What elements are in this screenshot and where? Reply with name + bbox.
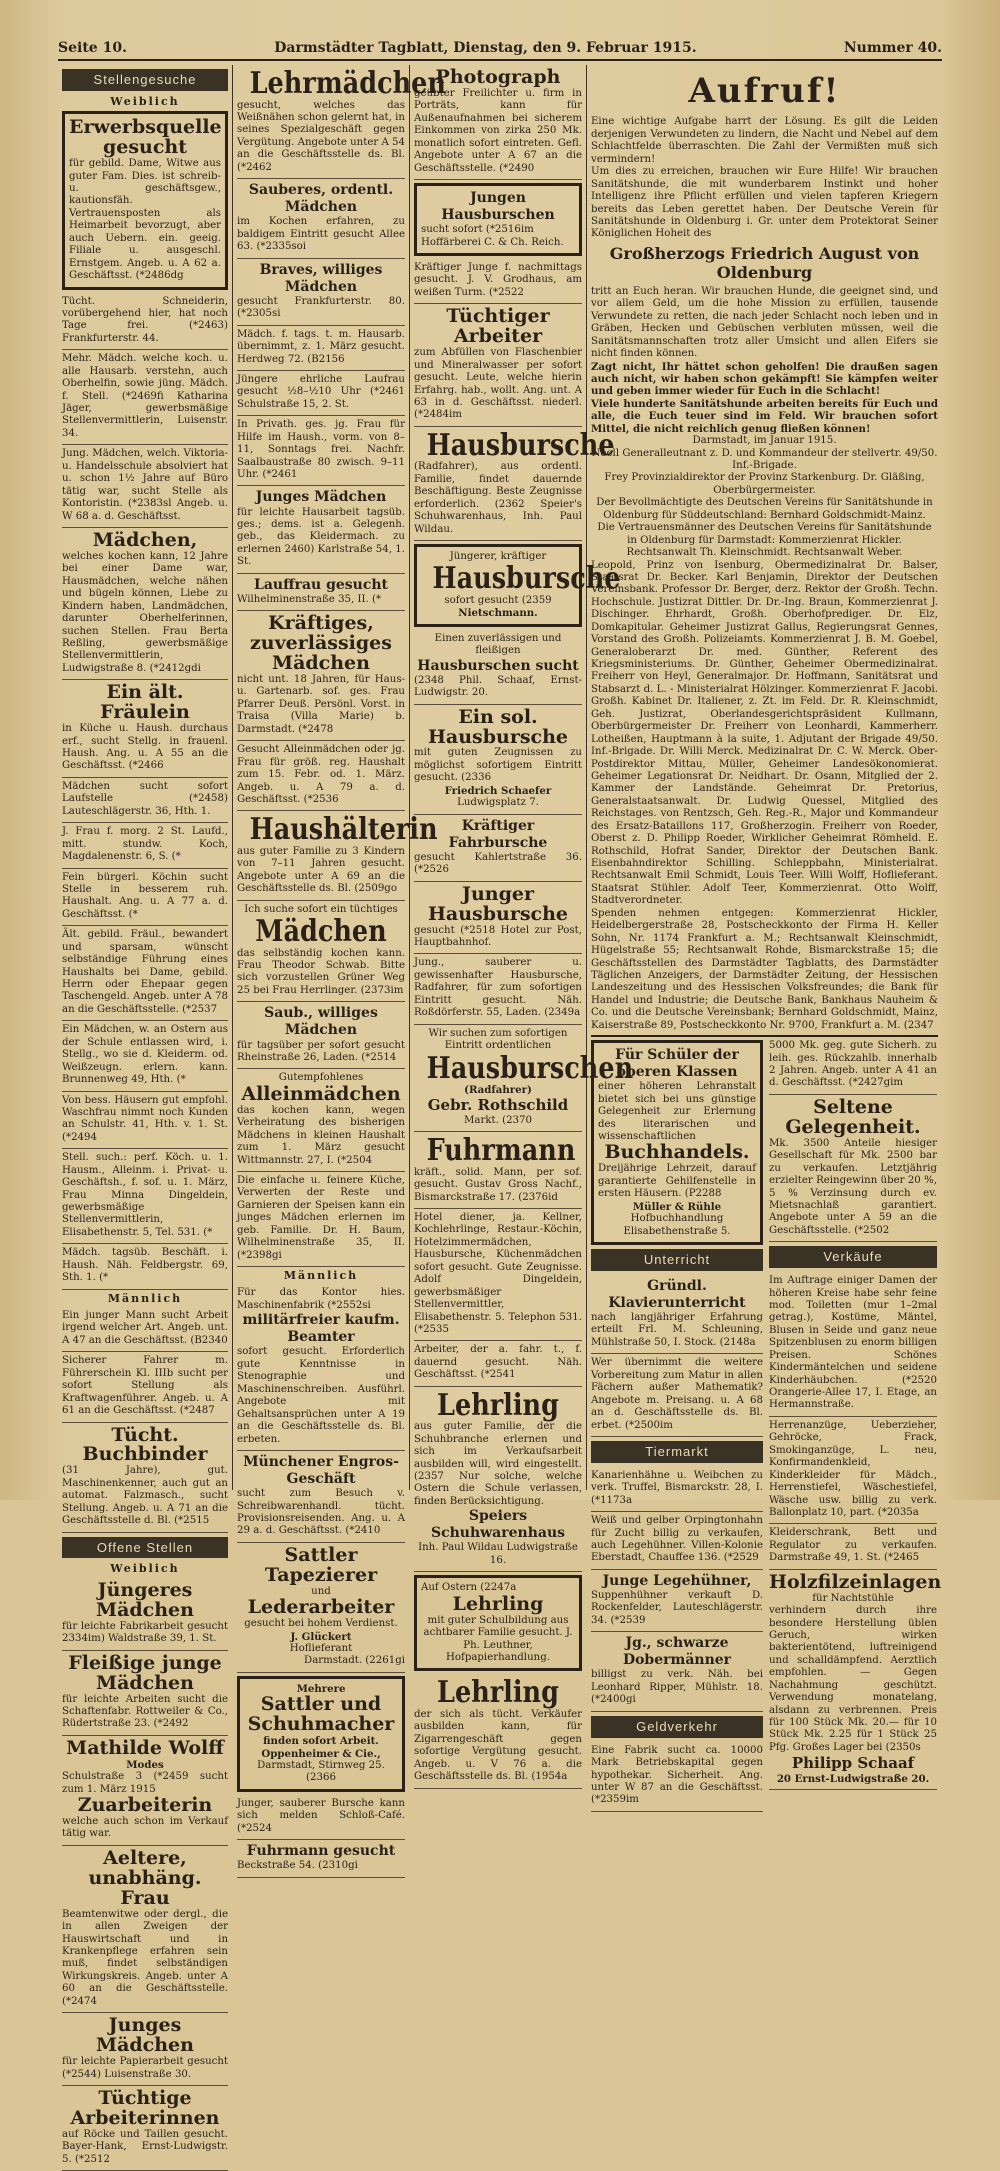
ad-title: Ein sol. Hausbursche xyxy=(427,705,569,748)
ad-text: mit guten Zeugnissen zu möglichst sofortigem Eintritt gesucht. (2336 xyxy=(414,747,582,784)
ad-saub-maedchen xyxy=(237,1002,405,1069)
ad-junges-maedchen xyxy=(237,486,405,573)
ad-title: Photograph xyxy=(435,66,561,88)
ad-title: Hausburschen sucht xyxy=(417,657,579,674)
ad-title: Lehrling xyxy=(437,1387,559,1423)
aufruf-signature: Der Bevollmächtigte des Deutschen Vereins für Sanitätshunde in Oldenburg für Süddeutschland: Bernhard Goldschmidt-Mainz. xyxy=(596,497,933,521)
ad-title: Tüchtige Arbeiterinnen xyxy=(70,2086,220,2129)
ad-item: Mädch. f. tags. t. m. Hausarb. übernimmt, z. 1. März gesucht. Herdweg 72. (B2156 xyxy=(237,326,405,371)
ad-maedchen xyxy=(237,901,405,1003)
ad-text: und xyxy=(311,1585,331,1597)
ad-lehrling-leuthner xyxy=(414,1575,582,1671)
aufruf-signature: Die Vertrauensmänner des Deutschen Vereins für Sanitätshunde in Oldenburg für Darmstadt: Kommerzienrat Hickler. Rechtsanwalt Th. Kleinschmidt. Rechtsanwalt Weber. xyxy=(597,522,932,559)
ad-firm: Gebr. Rothschild xyxy=(427,1096,569,1115)
ad-text: Ludwigsplatz 7. xyxy=(457,797,539,809)
ad-item: 5000 Mk. geg. gute Sicherh. zu leih. ges. Rückzahlb. innerhalb 2 Jahren. Angeb. unter A 41 an d. Geschäftsst. (*2427gim xyxy=(769,1037,937,1095)
column-4 xyxy=(587,65,942,1806)
ad-pretitle: Ich suche sofort ein tüchtiges xyxy=(244,903,398,915)
ad-text: welches kochen kann, 12 Jahre bei einer Dame war, Hausmädchen, welche nähen und bügeln können, Liebe zu Kindern haben, Landmädchen, darunter Oberhelferinnen, suchen Stellen. Frau Berta Reßling, gewerbsmäßige Stellenvermittlerin, Ludwigstraße 8. (*2412gdi xyxy=(62,550,228,674)
ad-item: Gesucht Alleinmädchen oder jg. Frau für größ. reg. Haushalt zum 15. Febr. od. 1. März. Angeb. u. A 79 a. d. Geschäftsst. (*2536 xyxy=(237,741,405,811)
ad-text: auf Röcke und Taillen gesucht. Bayer-Hank, Ernst-Ludwigstr. 5. (*2512 xyxy=(62,2128,228,2165)
ad-title: Tapezierer xyxy=(264,1563,378,1586)
section-verkaeufe: Verkäufe xyxy=(769,1246,937,1268)
ad-item: Ält. gebild. Fräul., bewandert und sparsam, wünscht selbständige Führung eines Haushalts bei Dame, gebild. Herrn oder Ehepaar gegen Taschengeld. Angeb. unter A 78 an die Geschäftsstelle. (*2537 xyxy=(62,926,228,1021)
ad-title: Münchener Engros-Geschäft xyxy=(243,1453,399,1488)
ad-title: Saub., williges Mädchen xyxy=(264,1005,378,1039)
aufruf-paragraph: Zagt nicht, Ihr hättet schon geholfen! Die draußen sagen auch nicht, wir haben schon gekämpft! Sie kämpfen weiter und geben immer wieder für Euch in die Schlacht! xyxy=(591,360,938,398)
ad-title: Junge Legehühner, xyxy=(602,1572,752,1589)
ad-text: für leichte Arbeiten sucht die Schaftenfabr. Rottweiler & Co., Rüdertstraße 23. (*2492 xyxy=(62,1693,228,1730)
ad-alleinmaedchen xyxy=(237,1069,405,1172)
ad-text: nicht unt. 18 Jahren, für Haus- u. Gartenarb. sof. ges. Frau Pfarrer Deuß. Persönl. Vorst. in Traisa (Villa Marie) b. Darmstadt. (*2478 xyxy=(237,674,405,735)
ad-fraeulein xyxy=(62,680,228,778)
ad-text: sofort gesucht. Erforderlich gute Kenntnisse in Stenographie und Maschinenschreiben. Ausführl. Angebote mit Gehaltsansprüchen unter A 19 an die Geschäftsstelle ds. Bl. erbeten. xyxy=(237,1346,405,1445)
ad-text: billigst zu verk. Näh. bei Leonhard Ripper, Mühlstr. 18. (*2400gi xyxy=(591,1669,763,1706)
ad-text: Mk. 3500 Anteile hiesiger Gesellschaft für Mk. 2500 bar zu verkaufen. Letztjährig erzielter Reingewinn über 20 %, 5 % Verzinsung durch ev. Mietsnachlaß garantiert. Angebote unter A 59 an die Geschäftsstelle. (*2502 xyxy=(769,1137,937,1236)
ad-title: Seltene Gelegenheit. xyxy=(785,1095,921,1138)
ad-text: Markt. (2370 xyxy=(463,1114,533,1126)
ad-klavier xyxy=(591,1275,763,1354)
ad-firm: Friedrich Schaefer xyxy=(444,784,552,797)
ad-title: Fleißige junge Mädchen xyxy=(68,1651,222,1694)
ad-mehrere-sattler xyxy=(237,1676,405,1792)
ad-title: Mathilde Wolff xyxy=(66,1736,224,1759)
ad-text: einer höheren Lehranstalt bietet sich bei uns günstige Gelegenheit zur Erlernung des literarischen und wissenschaftlichen xyxy=(598,1081,756,1143)
ad-rothschild xyxy=(414,1025,634,1133)
ad-text: gesucht Kahlertstraße 36. (*2526 xyxy=(414,851,582,876)
ad-text: Wilhelminenstraße 35, II. (* xyxy=(237,593,382,605)
ad-title: Alleinmädchen xyxy=(241,1082,401,1105)
ad-aeltere-frau xyxy=(62,1846,228,2013)
ad-text: Schulstraße 3 (*2459 sucht zum 1. März 1915 xyxy=(62,1771,228,1795)
ad-firm: Müller & Rühle xyxy=(632,1200,722,1213)
ad-sauberes-maedchen xyxy=(237,179,405,258)
ad-pretitle: Mehrere xyxy=(296,1682,346,1695)
ad-hausburschen-sucht xyxy=(414,630,582,705)
aufruf-paragraph: Eine wichtige Aufgabe harrt der Lösung. Es gilt die Leiden derjenigen Verwundeten zu lindern, die Nacht und Nebel auf dem Schlachtfelde überraschten. Die Zahl der Vermißten muß sich vermindern! xyxy=(591,116,938,165)
ad-buchbinder xyxy=(62,1423,228,1533)
ad-hausbursche xyxy=(414,427,615,541)
ad-text: verhindern durch ihre besondere Herstellung üblen Geruch, wirken bakterientötend, luftreinigend und schalldämpfend. Aerztlich empfohlen. — Gegen Nachahmung geschützt. Verwendung monatelang, alsdann zu verbrennen. Preis für 100 Stück Mk. 20.— für 10 Stück Mk. 2.25 für 1 Stück 25 Pfg. Großes Lager bei (2350s xyxy=(769,1605,937,1753)
column-1 xyxy=(58,65,233,2165)
ad-text: der sich als tücht. Verkäufer ausbilden kann, für Zigarrengeschäft gegen sofortige Vergütung gesucht. Angeb. u. V 76 a. die Geschäftsstelle ds. Bl. (1954a xyxy=(414,1708,582,1783)
ad-subtitle: Hoflieferant xyxy=(289,1642,353,1654)
ad-item: Kanarienhähne u. Weibchen zu verk. Truffel, Bismarckstr. 28, I. (*1173a xyxy=(591,1467,763,1512)
ad-text: Dreijährige Lehrzeit, darauf garantierte Gehilfenstelle in ersten Häusern. (P2288 xyxy=(598,1163,756,1200)
ad-text: in Küche u. Haush. durchaus erf., sucht Stellg. in frauenl. Haush. Ang. u. A 55 an die Geschäftsst. (*2466 xyxy=(62,723,228,772)
ad-title: Hausburschen xyxy=(426,1050,634,1086)
ad-maedchen xyxy=(62,528,228,680)
ad-title: Sattler und Schuhmacher xyxy=(247,1693,395,1736)
ad-text: Inh. Paul Wildau Ludwigstraße 16. xyxy=(418,1542,578,1566)
ad-title: Buchhandels. xyxy=(604,1141,750,1164)
ad-title: Lederarbeiter xyxy=(247,1596,395,1619)
ad-lauffrau xyxy=(237,574,405,612)
ad-mathilde-wolff xyxy=(62,1736,228,1846)
ad-item: J. Frau f. morg. 2 St. Laufd., mitt. stundw. Koch, Magdalenenstr. 6, S. (* xyxy=(62,823,228,868)
ad-title: Holzfilzeinlagen xyxy=(769,1570,942,1593)
ad-text: kräft., solid. Mann, per sof. gesucht. Gustav Gross Nachf., Bismarckstraße 17. (2376id xyxy=(414,1166,582,1203)
ad-text: das selbständig kochen kann. Frau Theodor Schwab. Bitte sich vorzustellen Grüner Weg 25 bei Frau Herrlinger. (2373im xyxy=(237,947,405,996)
ad-title: Jüngeres Mädchen xyxy=(96,1578,194,1621)
ad-title: Tücht. Buchbinder xyxy=(82,1423,208,1466)
ad-title: Lauffrau gesucht xyxy=(253,576,388,593)
ad-text: gesucht (*2518 Hotel zur Post, Hauptbahnhof. xyxy=(414,924,582,949)
ad-item: Sicherer Fahrer m. Führerschein Kl. IIIb sucht per sofort Stellung als Kraftwagenführer. Angeb. u. A 61 an die Geschäftsst. (*2487 xyxy=(62,1352,228,1422)
ad-text: sucht sofort (*2516im Hoffärberei C. & Ch. Reich. xyxy=(421,224,564,248)
ad-lehrmaedchen xyxy=(237,65,446,179)
ad-fuhrmann xyxy=(237,1840,405,1878)
aufruf-paragraph: Um dies zu erreichen, brauchen wir Eure Hilfe! Wir brauchen Sanitätshunde, die mit wunderbarem Instinkt und hoher Intelligenz ihre Pflicht erfüllen und vielen tapferen Kriegern bereits das Leben gerettet haben. Der Deutsche Verein für Sanitätshunde in Oldenburg i. Gr. unter dem Protektorat Seiner Königlichen Hoheit des xyxy=(591,166,938,240)
aufruf-paragraph: Viele hunderte Sanitätshunde arbeiten bereits für Euch und alle, die Euch teuer sind im Feld. Wir brauchen sofort Mittel, die nicht reichlich genug fließen können! xyxy=(591,397,938,435)
section-tiermarkt: Tiermarkt xyxy=(591,1441,763,1463)
ad-title: Fuhrmann gesucht xyxy=(246,1843,396,1860)
ad-title: Braves, williges Mädchen xyxy=(259,261,383,295)
ad-item: Stell. such.: perf. Köch. u. 1. Hausm., Alleinm. i. Privat- u. Geschäftsh., f. sof. u. 1. März, Frau Minna Dingeldein, gewerbsmäßige Stellenvermittlerin, Elisabethenstr. 5, Tel. 531. (* xyxy=(62,1149,228,1244)
subsection-weiblich: Weiblich xyxy=(110,94,180,108)
ad-braves-maedchen xyxy=(237,259,405,326)
ad-text: für leichte Fabrikarbeit gesucht 2334im) Waldstraße 39, 1. St. xyxy=(62,1620,228,1645)
ad-tuechtiger-arbeiter xyxy=(414,304,582,427)
ad-subtitle: Modes xyxy=(126,1758,164,1771)
ad-title: Tüchtiger Arbeiter xyxy=(446,305,550,348)
ad-pretitle: Wir suchen zum sofortigen Eintritt ordentlichen xyxy=(428,1027,568,1052)
aufruf-title: Aufruf! xyxy=(688,71,841,111)
ad-item: Eine Fabrik sucht ca. 10000 Mark Betriebskapital gegen hypothekar. Sicherheit. Ang. unter W 87 an die Geschäftsst. (*2359im xyxy=(591,1742,763,1812)
ad-title: Lehrmädchen xyxy=(249,66,446,101)
ad-sattler xyxy=(237,1543,405,1673)
ad-kraeftiges-maedchen xyxy=(237,611,405,741)
ad-title: Lehrling xyxy=(452,1592,544,1615)
ad-firm: Oppenheimer & Cie., xyxy=(261,1747,381,1760)
ad-item: Tücht. Schneiderin, vorübergehend hier, hat noch Tage frei. (*2463) Frankfurterstr. 44. xyxy=(62,293,228,351)
ad-title: Sauberes, ordentl. Mädchen xyxy=(248,182,394,216)
ad-legehuehner xyxy=(591,1570,763,1632)
masthead-line: Darmstädter Tagblatt, Dienstag, den 9. Februar 1915. xyxy=(274,40,697,56)
ad-text: (Radfahrer), aus ordentl. Familie, findet dauernde Beschäftigung. Beste Zeugnisse erforderlich. (2362 Speier's Schuhwarenhaus, Inh. Paul Wildau. xyxy=(414,461,582,535)
ad-title: Mädchen, xyxy=(92,528,198,551)
ad-item: In Privath. ges. jg. Frau für Hilfe im Haush., vorm. von 8–11, Sonntags frei. Nachfr. Saalbaustraße 80 zwisch. 9–11 Uhr. (*2461 xyxy=(237,416,405,486)
ad-subtitle: für Nachtstühle xyxy=(812,1592,894,1604)
ad-text: (2348 Phil. Schaaf, Ernst-Ludwigstr. 20. xyxy=(414,674,582,699)
ad-title: Erwerbsquelle gesucht xyxy=(69,116,222,159)
ad-text: Darmstadt, Stirnweg 25. (2366 xyxy=(257,1760,385,1784)
ad-fahrbursche xyxy=(414,815,582,882)
ad-title: Jungen Hausburschen xyxy=(441,190,555,224)
ad-juengeres-maedchen xyxy=(62,1578,228,1651)
ad-fleissige xyxy=(62,1651,228,1736)
ad-title: Junger Hausbursche xyxy=(427,882,569,925)
ad-item: Jüngere ehrliche Laufrau gesucht ½8–½10 Uhr (*2461 Schulstraße 15, 2. St. xyxy=(237,371,405,416)
ad-text: im Kochen erfahren, zu baldigem Eintritt gesucht Allee 63. (*2335soi xyxy=(237,216,405,253)
ad-item: Mädch. tagsüb. Beschäft. i. Haush. Näh. Feldbergstr. 69, Sth. 1. (* xyxy=(62,1244,228,1289)
ad-text: für leichte Hausarbeit tagsüb. ges.; dems. ist a. Gelegenh. geb., das Kleidermach. zu erlernen 2460) Karlstraße 54, 1. St. xyxy=(237,506,405,568)
ad-text: Beckstraße 54. (2310gi xyxy=(237,1860,358,1872)
ad-text: Suppenhühner verkauft D. Rockenfelder, Lauteschlägerstr. 34. (*2539 xyxy=(591,1589,763,1626)
ad-text: aus guter Familie zu 3 Kindern von 7–11 Jahren gesucht. Angebote unter A 69 an die Geschäftsstelle ds. Bl. (2509go xyxy=(237,845,405,895)
ad-item: Die einfache u. feinere Küche, Verwerten der Reste und Garnieren der Speisen kann ein junges Mädchen erlernen im geb. Familie. Dr. H. Baum, Wilhelminenstraße 35, II. (*2398gi xyxy=(237,1172,405,1267)
lower-right-column xyxy=(769,1037,942,1812)
ad-text: aus guter Familie, der die Schuhbranche erlernen und sich im Verkaufsarbeit ausbilden will, wird eingestellt. (2357 Nur solche, welche Ostern die Schule verlassen, finden Berücksichtigung. xyxy=(414,1421,582,1507)
ad-title: Hausbursche xyxy=(432,561,621,597)
ad-text: gesucht bei hohem Verdienst. xyxy=(244,1618,398,1630)
ad-subtitle: (Radfahrer) xyxy=(464,1084,532,1097)
lower-split xyxy=(591,1037,942,1812)
ad-title: Kräftiger Fahrbursche xyxy=(448,817,548,851)
ad-haushaelterin xyxy=(237,811,438,900)
section-offene-stellen: Offene Stellen xyxy=(62,1537,228,1559)
ad-juengerer-hausbursche xyxy=(414,544,621,627)
ad-pretitle: Einen zuverlässigen und fleißigen xyxy=(434,632,562,657)
aufruf-supporters: Leopold, Prinz von Isenburg, Obermedizinalrat Dr. Balser, Staatsrat Dr. Becker. Karl Benjamin, Direktor der Deutschen Vereinsbank. Professor Dr. Berger, derz. Rektor der Großh. Techn. Hochschule. Justizrat Dittler. Dr. Dr.-Ing. Braun, Kommerzienrat J. Dischinger. Ehrhardt, Großh. Oberhofprediger. Dr. Elz, Domkapitular. Geheimer Justizrat Gallus, Regierungsrat Gennes, Vorstand des Großh. Polizeiamts. Kommerzienrat J. B. M. Goebel, Generaloberarzt Dr. med. Günther, Referent des Kriegsministeriums. Dr. Günther, Geheimer Obermedizinalrat. Freiherr von Heyl, Generalmajor. Dr. Hoffmann, Sanitätsrat und Stabsarzt d. L. - Ministerialrat Hölzinger. Kommerzienrat F. Jacobi. Großh. Kabinet Dr. Italiener, z. Zt. im Feld. Dr. R. Kleinschmidt, Geh. Justizrat, Oberlandesgerichtspräsident Kullmann, Oberbürgermeister Dr. Freiherr von Leonhardi, Kammerherr. Lotheißen, Hauptmann à la suite, 1. Adjutant der Brigade 49/50. Inf.-Brigade. Dr. Willi Merck. Medizinalrat Dr. C. W. Merck. Ober-Postdirektor Mittau, Müller, Geheimer Landesökonomierat. Geheimer Legationsrat Dr. Neidhart. Dr. Osann, Mitglied der 2. Kammer der Landstände. Geheimrat Dr. Pretorius, Generalstaatsanwalt. Dr. Ludwig Quessel, Mitglied des Reichstages. von Rentzsch, Geh. Reg.-R., Major und Kommandeur des Ersatz-Bataillons 117, Großherzogin. Freiherr von Roeder, Oberst z. D. Philipp Roeder, Wirklicher Geheimrat Römheld. E. Rothschild, Hofrat Sander, Direktor der Deutschen Bank. Eisenbahndirektor Schilling. Schleppbahn, Ministerialrat. Rechtsanwalt Emil Schmidt, Louis Teer. Willi Wolff, Hoflieferant. Staatsrat Stühler. Adolf Teer, Kommerzienrat. Otto Wolff, Stadtverordneter. xyxy=(591,559,938,907)
page-number: Seite 10. xyxy=(58,40,127,56)
section-stellengesuche: Stellengesuche xyxy=(62,69,228,91)
ad-pretitle: Gutempfohlenes xyxy=(278,1072,364,1084)
ad-item: Weiß und gelber Orpingtonhahn für Zucht billig zu verkaufen, auch Legehühner. Villen-Kolonie Eberstadt, Chauffee 136. (*2529 xyxy=(591,1512,763,1570)
ad-title: Kräftiges, zuverlässiges Mädchen xyxy=(250,612,392,675)
subsection-maennlich: Männlich xyxy=(107,1291,183,1305)
ad-title: Junges Mädchen xyxy=(96,2014,194,2057)
ad-item: Jung., sauberer u. gewissenhafter Hausbursche, Radfahrer, für zum sofortigen Eintritt gesucht. Näh. Roßdörferstr. 55, Laden. (2349a xyxy=(414,954,582,1024)
ad-title: Haushälterin xyxy=(249,812,438,848)
ad-subtitle: Hofbuchhandlung xyxy=(630,1213,724,1225)
ad-item: Kräftiger Junge f. nachmittags gesucht. J. V. Grodhaus, am weißen Turm. (*2522 xyxy=(414,259,582,304)
ad-text: Darmstadt. (2261gi xyxy=(304,1655,405,1667)
ad-lehrling-speiers xyxy=(414,1387,582,1573)
aufruf-donations: Spenden nehmen entgegen: Kommerzienrat Hickler, Heidelbergerstraße 28, Postscheckkonto der Firma H. Keller Sohn, Nr. 1174 Frankfurt a. M.; Rechtsanwalt Kleinschmidt, Hügelstraße 55; Rechtsanwalt Rohde, Bismarckstraße 15; die Geschäftsstellen des Darmstädter Tagblatts, des Darmstädter Täglichen Anzeigers, der Darmstädter Zeitung, der Hessischen Landeszeitung und des Hessischen Volksfreundes; die Bank für Handel und Industrie; die Deutsche Bank, Bankhaus Nauheim & Co. und die Deutsche Vereinsbank; Bernhard Goldschmidt, Mainz, Kaiserstraße 89, Postscheckkonto Nr. 9700, Frankfurt a. M. (2347 xyxy=(591,908,938,1037)
page-header xyxy=(58,40,942,61)
column-2 xyxy=(233,65,446,1872)
ad-text: sofort gesucht (2359 xyxy=(444,594,552,606)
ad-pretitle: Auf Ostern (2247a xyxy=(421,1582,517,1594)
ad-title: Ein ält. Fräulein xyxy=(100,681,190,724)
ad-title: Zuarbeiterin xyxy=(77,1794,213,1817)
ad-text: für gebild. Dame, Witwe aus guter Fam. Dies. ist schreib- u. geschäftsgew., kautionsfäh. Vertrauensposten als Heimarbeit bevorzugt, aber auch Uebern. ein. geeig. Filiale u. ausgeschl. Ernstgem. Angeb. u. A 62 a. Geschäftsst. (*2486dg xyxy=(69,158,221,282)
ad-hausburschen xyxy=(414,183,582,256)
subsection-weiblich: Weiblich xyxy=(110,1562,180,1576)
ad-text: gesucht Frankfurterstr. 80. (*2305si xyxy=(237,295,405,320)
ad-text: Für das Kontor hies. Maschinenfabrik (*2552si xyxy=(237,1287,405,1311)
ad-item: Jung. Mädchen, welch. Viktoria- u. Handelsschule absolviert hat u. schon 1½ Jahre auf Büro tätig war, sucht Stelle als Kontoristin. (*2383sl Angeb. u. W 68 a. d. Geschäftsst. xyxy=(62,445,228,528)
ad-text: 20 Ernst-Ludwigstraße 20. xyxy=(776,1772,930,1785)
ad-junger-hausbursche xyxy=(414,882,582,955)
ad-text: Elisabethenstraße 5. xyxy=(623,1225,731,1237)
ad-firm: Philipp Schaaf xyxy=(791,1754,915,1773)
ad-firm: Nietschmann. xyxy=(458,607,538,620)
ad-pretitle: Jüngerer, kräftiger xyxy=(449,550,547,562)
ad-text: geübter Freilichter u. firm in Porträts, kann für Außenaufnahmen bei sicherem Einkommen von zirka 250 Mk. monatlich sofort eintreten. Gefl. Angebote unter A 67 an die Geschäftsstelle. (*2490 xyxy=(414,87,582,174)
ad-fuhrmann xyxy=(414,1132,582,1209)
ad-firm: Speiers Schuhwarenhaus xyxy=(430,1508,566,1542)
ad-text: mit guter Schulbildung aus achtbarer Familie gesucht. J. Ph. Leuthner, Hofpapierhandlung. xyxy=(423,1614,573,1663)
ad-title: Mädchen xyxy=(255,914,387,950)
ad-junges-maedchen xyxy=(62,2013,228,2086)
ad-title: Lehrling xyxy=(437,1675,559,1711)
aufruf-paragraph: tritt an Euch heran. Wir brauchen Hunde, die geeignet sind, und vor allem Geld, um die hohe Mission zu erfüllen, tausende Verwundete zu retten, die nach jeder Schlacht noch leben und in Gräben, Hecken und Gebüschen verbluten müssen, weil die Sanitätsmannschaften trotz aller Umsicht und allen Eifers sie nicht finden können. xyxy=(591,285,938,360)
ad-title: Junges Mädchen xyxy=(255,489,387,506)
ad-text: gesucht, welches das Weißnähen schon gelernt hat, in seines Spezialgeschäft gegen Vergütung. Angebote unter A 54 an die Geschäftsstelle ds. Bl. (*2462 xyxy=(237,99,406,173)
column-3 xyxy=(410,65,634,1783)
ad-engros xyxy=(237,1451,405,1543)
ad-item: Herrenanzüge, Ueberzieher, Gehröcke, Frack, Smokinganzüge, L. neu, Konfirmandenkleid, Kinderkleider für Mädch., Herrenstiefel, Wäschestiefel, Wäsche usw. billig zu verk. Ballonplatz 10, part. (*2035a xyxy=(769,1417,937,1525)
ad-erwerbsquelle xyxy=(62,111,228,289)
ad-text: finden sofort Arbeit. xyxy=(263,1735,379,1748)
aufruf-signature: Frey Provinzialdirektor der Provinz Starkenburg. Dr. Gläßing, Oberbürgermeister. xyxy=(604,472,925,496)
ad-firm: J. Glückert xyxy=(290,1630,352,1643)
ad-title: Hausbursche xyxy=(426,427,615,463)
ad-sol-hausbursche xyxy=(414,705,582,815)
ad-item: Wer übernimmt die weitere Vorbereitung zum Matur in allen Fächern außer Mathematik? Angebote m. Preisang. u. A 68 an d. Geschäftsstelle ds. Bl. erbet. (*2500im xyxy=(591,1354,763,1437)
ad-text: (31 Jahre), gut. Maschinenkenner, auch gut an automat. Falzmasch., sucht Stellung. Angeb. u. A 71 an die Geschäftsstelle d. Bl. (*2515 xyxy=(62,1465,228,1527)
aufruf-signature: Noell Generalleutnant z. D. und Kommandeur der stellvertr. 49/50. Inf.-Brigade. xyxy=(591,447,938,471)
aufruf-date: Darmstadt, im Januar 1915. xyxy=(692,435,837,447)
ad-title: Aeltere, unabhäng. Frau xyxy=(88,1846,202,1909)
ad-text: sucht zum Besuch v. Schreibwarenhandl. tücht. Provisionsreisenden. Ang. u. A 29 a. d. Geschäftsst. (*2410 xyxy=(237,1488,405,1537)
ad-item: Mehr. Mädch. welche koch. u. alle Hausarb. verstehn, auch Oberhelfin, sowie jüng. Mädch. f. Stell. (*2469fi Katharina Jäger, gewerbsmäßige Stellenvermittlerin, Luisenstr. 34. xyxy=(62,350,228,445)
ad-arbeiterinnen xyxy=(62,2086,228,2171)
ad-text: nach langjähriger Erfahrung erteilt Frl. M. Schleuning, Mühlstraße 50, I. Stock. (2148a xyxy=(591,1312,763,1348)
ad-title: Jg., schwarze Dobermänner xyxy=(622,1635,732,1669)
ad-item: Im Auftrage einiger Damen der höheren Kreise habe sehr feine mod. Toiletten (mur 1–2mal getrag.), Kostüme, Mäntel, Blusen in Seide und ganz neue Spitzenblusen zu enorm billigen Preisen. Schönes Kindermäntelchen und seidene Kinderhäubchen. (*2520 Orangerie-Allee 17, I. Etage, an Hermannstraße. xyxy=(769,1272,937,1417)
ad-item: Junger, sauberer Bursche kann sich melden Schloß-Café. (*2524 xyxy=(237,1795,405,1840)
ad-title: Sattler xyxy=(284,1543,358,1566)
ad-title: militärfreier kaufm. Beamter xyxy=(242,1312,400,1346)
issue-number: Nummer 40. xyxy=(843,40,942,56)
ad-title: Für Schüler der oberen Klassen xyxy=(615,1047,739,1081)
ad-item: Arbeiter, der a. fahr. t., f. dauernd gesucht. Näh. Geschäftsst. (*2541 xyxy=(414,1341,582,1386)
ad-lehrling-zigarren xyxy=(414,1674,582,1788)
section-unterricht: Unterricht xyxy=(591,1249,763,1271)
ad-gelegenheit xyxy=(769,1095,937,1242)
aufruf-patron: Großherzogs Friedrich August von Oldenburg xyxy=(609,243,920,283)
ad-item: Fein bürgerl. Köchin sucht Stelle in besserem ruh. Haushalt. Ang. u. A 77 a. d. Geschäftsst. (* xyxy=(62,869,228,927)
ad-item: Von bess. Häusern gut empfohl. Waschfrau nimmt noch Kunden an Schulstr. 41, Hth. v. 1. St. (*2494 xyxy=(62,1092,228,1150)
ad-item: Ein Mädchen, w. an Ostern aus der Schule entlassen wird, i. Stellg., wo sie d. Kleiderm. od. Weißzeugn. erlern. kann. Brunnenweg 49, Hth. (* xyxy=(62,1021,228,1091)
ad-text: für tagsüber per sofort gesucht Rheinstraße 26, Laden. (*2514 xyxy=(237,1039,405,1063)
ad-holzfilz xyxy=(769,1570,942,1790)
ad-title: Gründl. Klavierunterricht xyxy=(608,1277,746,1311)
ad-text: Beamtenwitwe oder dergl., die in allen Zweigen der Hauswirtschaft und in Krankenpflege erfahren sein muß, findet selbständigen Wirkungskreis. Angeb. unter A 60 an die Geschäftsstelle. (*2474 xyxy=(62,1908,228,2007)
ad-item: Kleiderschrank, Bett und Regulator zu verkaufen. Darmstraße 49, 1. St. (*2465 xyxy=(769,1524,937,1569)
subsection-maennlich: Männlich xyxy=(283,1269,359,1282)
ad-text: für leichte Papierarbeit gesucht (*2544) Luisenstraße 30. xyxy=(62,2056,228,2080)
ad-text: zum Abfüllen von Flaschenbier und Mineralwasser per sofort gesucht. Leute, welche hierin Erfahrg. hab., wollt. Ang. unt. A 63 in d. Geschäftsst. niederl. (*2484im xyxy=(414,347,582,421)
ad-item: Hotel diener, ja. Kellner, Kochlehrlinge, Restaur.-Köchin, Hotelzimmermädchen, Hausbursche, Küchenmädchen sofort gesucht. Gute Zeugnisse. Adolf Dingeldein, gewerbsmäßiger Stellenvermittler, Elisabethenstr. 5. Telephon 531. (*2535 xyxy=(414,1209,582,1341)
ad-title: Fuhrmann xyxy=(426,1133,576,1169)
ad-item: Ein junger Mann sucht Arbeit irgend welcher Art. Angeb. unt. A 47 an die Geschäftsst. (B2340 xyxy=(62,1307,228,1352)
ad-text: welche auch schon im Verkauf tätig war. xyxy=(62,1816,228,1840)
ad-dobermaenner xyxy=(591,1632,763,1711)
lower-left-column xyxy=(591,1037,763,1812)
ad-text: das kochen kann, wegen Verheiratung des bisherigen Mädchens in kleinen Haushalt zum 1. März gesucht Wittmannstr. 27, I. (*2504 xyxy=(237,1104,405,1166)
ad-kaufm-beamter xyxy=(237,1284,405,1451)
section-geldverkehr: Geldverkehr xyxy=(591,1716,763,1738)
ad-item: Mädchen sucht sofort Laufstelle (*2458) Lauteschlägerstr. 36, Hth. 1. xyxy=(62,778,228,823)
